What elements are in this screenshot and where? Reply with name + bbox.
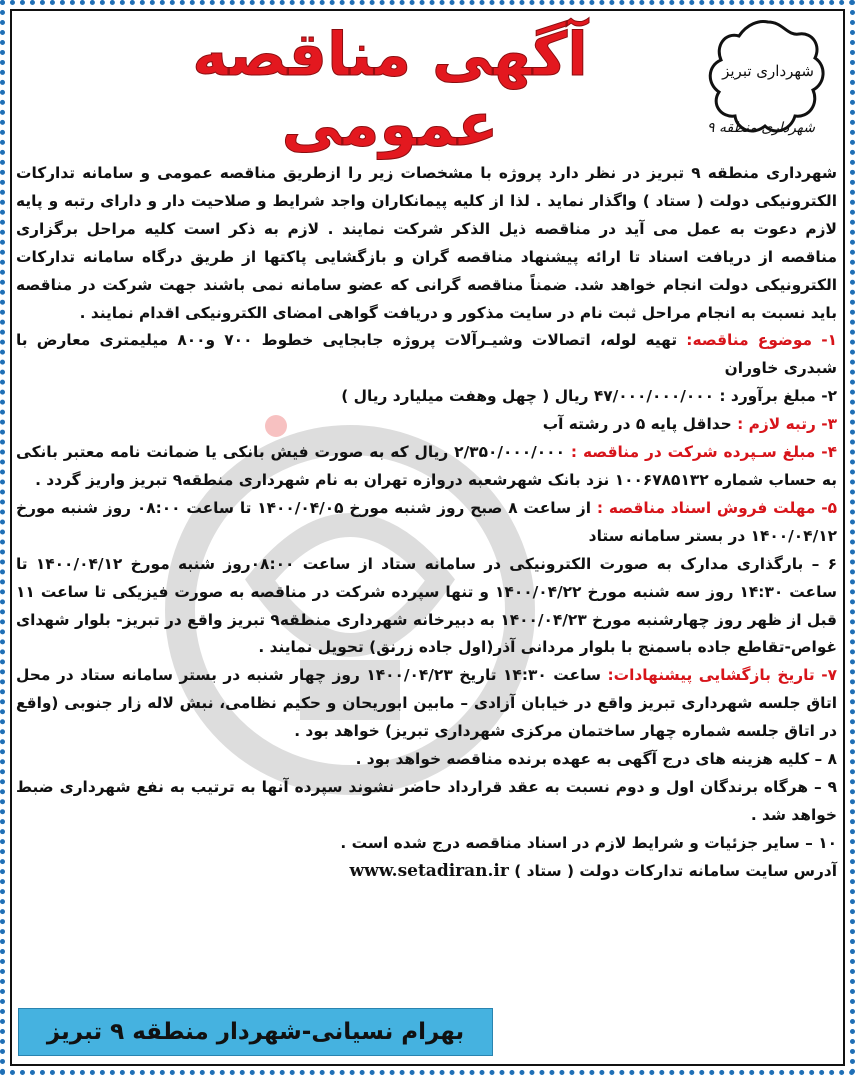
item-3 — [16, 411, 837, 439]
item-4-label: ۴- مبلغ سـپرده شرکت در مناقصه : — [570, 443, 837, 462]
item-1 — [16, 327, 837, 383]
item-5 — [16, 495, 837, 551]
intro-paragraph: شهرداری منطقه ۹ تبریز در نظر دارد پروژه با مشخصات زیر را ازطریق مناقصه عمومی و سامانه تدارکات الکترونیکی دولت ( ستاد ) واگذار نماید . لذا از کلیه پیمانکاران واجد شرایط و صلاحیت دار و دارای رتبه و پایه لازم دعوت به عمل می آید در مناقصه ذیل الذکر شرکت نمایند . لازم به ذکر است کلیه مراحل برگزاری مناقصه از دریافت اسناد تا ارائه پیشنهاد مناقصه گران و بازگشایی پاکتها از طریق درگاه سامانه تدارکات الکترونیکی دولت انجام خواهد شد. ضمناً مناقصه گرانی که عضو سامانه نمی باشند جهت شرکت در مناقصه باید نسبت به انجام مراحل ثبت نام در سایت مذکور و دریافت گواهی امضای الکترونیکی اقدام نمایند . — [16, 164, 837, 322]
item-5-text: از ساعت ۸ صبح روز شنبه مورخ ۱۴۰۰/۰۴/۰۵ تا ساعت ۰۸:۰۰ روز شنبه مورخ ۱۴۰۰/۰۴/۱۲ در بستر سامانه ستاد — [16, 498, 837, 545]
item-1-label: ۱- موضوع مناقصه: — [686, 331, 837, 350]
item-7-text: ساعت ۱۴:۳۰ تاریخ ۱۴۰۰/۰۴/۲۳ روز چهار شنبه در بستر سامانه ستاد در محل اتاق جلسه شهرداری تبریز واقع در خیابان آزادی – مابین ابوریحان و حکیم نظامی، نبش لاله زار جنوبی (واقع در اتاق جلسه شماره چهار ساختمان مرکزی شهرداری تبریز) خواهد بود . — [16, 666, 837, 741]
item-2: ۲- مبلغ برآورد : ۴۷/۰۰۰/۰۰۰/۰۰۰ ریال ( چهل وهفت میلیارد ریال ) — [341, 387, 837, 406]
item-1-text: تهیه لوله، اتصالات وشیـرآلات پروژه جابجایی خطوط ۷۰۰ و۸۰۰ میلیمتری معارض با شبدری خاوران — [16, 331, 837, 378]
signature-text: بهرام نسیانی-شهردار منطقه ۹ تبریز — [46, 1019, 465, 1045]
item-6: ۶ – بارگذاری مدارک به صورت الکترونیکی در سامانه ستاد از ساعت ۰۸:۰۰روز شنبه مورخ ۱۴۰۰/۰۴/۱۲ تا ساعت ۱۴:۳۰ روز سه شنبه مورخ ۱۴۰۰/۰۴/۲۲ و تنها سپرده شرکت در مناقصه به صورت فیزیکی تا ساعت ۱۱ قبل از ظهر روز چهارشنبه مورخ ۱۴۰۰/۰۴/۲۳ به دبیرخانه شهرداری منطقه۹ تبریز واقع در تبریز- بلوار شهدای غواص-تقاطع جاده باسمنج با بلوار مردانی آذر(اول جاده زرنق) تحویل نمایند . — [16, 554, 837, 657]
item-3-label: ۳- رتبه لازم : — [737, 415, 837, 434]
notice-body — [16, 160, 837, 886]
logo-text: شهرداری تبریز — [722, 62, 814, 80]
signature-box — [18, 1008, 493, 1056]
item-7-label: ۷- تاریخ بازگشایی پیشنهادات: — [607, 666, 837, 685]
item-10: ۱۰ – سایر جزئیات و شرایط لازم در اسناد مناقصه درج شده است . — [340, 833, 837, 852]
item-7 — [16, 662, 837, 746]
item-4-text: ۲/۳۵۰/۰۰۰/۰۰۰ ریال که به صورت فیش بانکی یا ضمانت نامه معتبر بانکی به حساب شماره ۱۰۰۶۷۸۵۱۳۲ نزد بانک شهرشعبه دروازه تهران به نام شهرداری منطقه۹ تبریز واریز گردد . — [16, 443, 837, 489]
address-line — [16, 858, 837, 886]
logo-caption: شهرداری منطقه ۹ — [707, 120, 815, 136]
item-4 — [16, 439, 837, 495]
item-8: ۸ – کلیه هزینه های درج آگهی به عهده برنده مناقصه خواهد بود . — [355, 750, 837, 769]
item-9: ۹ – هرگاه برندگان اول و دوم نسبت به عقد قرارداد حاضر نشوند سپرده آنها به ترتیب به نفع شهرداری ضبط خواهد شد . — [16, 777, 837, 824]
item-3-text: حداقل پایه ۵ در رشته آب — [542, 415, 732, 434]
address-text: آدرس سایت سامانه تدارکات دولت ( ستاد ) — [514, 861, 837, 880]
setad-url-link[interactable]: www.setadiran.ir — [349, 860, 509, 881]
page-title: آگهی مناقصه عمومی — [192, 20, 588, 160]
item-5-label: ۵- مهلت فروش اسناد مناقصه : — [596, 498, 838, 517]
